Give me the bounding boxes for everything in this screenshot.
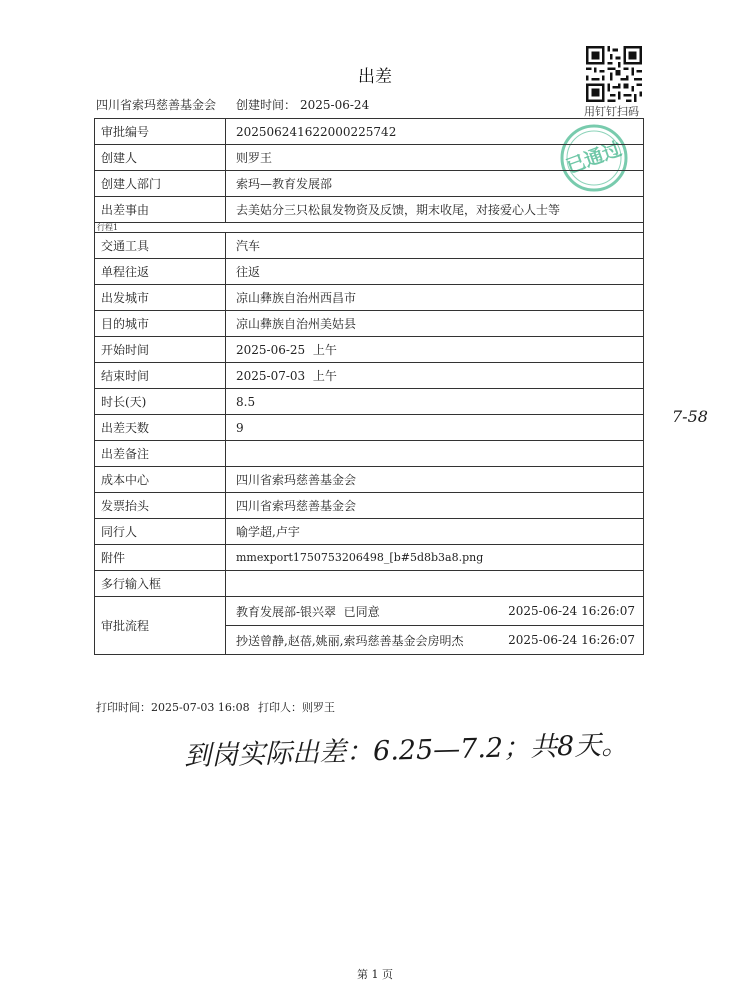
row-multiline <box>95 571 644 597</box>
approval-entry <box>226 625 643 654</box>
label-trip-note: 出差备注 <box>95 441 226 467</box>
label-invoice-title: 发票抬头 <box>95 493 226 519</box>
row-attachment <box>95 545 644 571</box>
printer-label: 打印人： <box>258 701 302 714</box>
label-approval-no: 审批编号 <box>95 119 226 145</box>
label-dest-city: 目的城市 <box>95 311 226 337</box>
label-end-time: 结束时间 <box>95 363 226 389</box>
row-creator <box>95 145 644 171</box>
row-reason <box>95 197 644 223</box>
value-companions: 喻学超,卢宇 <box>226 519 644 545</box>
qr-caption: 用钉钉扫码 <box>584 105 639 118</box>
approval-flow-entries <box>226 597 644 655</box>
value-transport: 汽车 <box>226 233 644 259</box>
value-cost-center: 四川省索玛慈善基金会 <box>226 467 644 493</box>
label-creator-dept: 创建人部门 <box>95 171 226 197</box>
label-start-time: 开始时间 <box>95 337 226 363</box>
value-trip-type: 往返 <box>226 259 644 285</box>
section-trip-label: 行程1 <box>95 223 644 233</box>
handwritten-margin-note <box>670 400 718 430</box>
row-approval-flow <box>95 597 644 655</box>
document-title: 出差 <box>358 67 392 87</box>
approval-entry <box>226 597 643 625</box>
created-time-label: 创建时间： <box>236 98 297 112</box>
value-reason: 去美姑分三只松鼠发物资及反馈，期末收尾，对接爱心人士等 <box>226 197 644 223</box>
row-duration <box>95 389 644 415</box>
created-time <box>236 96 369 113</box>
row-dest-city <box>95 311 644 337</box>
label-reason: 出差事由 <box>95 197 226 223</box>
approval-entry-time: 2025-06-24 16:26:07 <box>508 633 635 647</box>
print-time-label: 打印时间： <box>96 701 151 714</box>
row-trip-type <box>95 259 644 285</box>
row-depart-city <box>95 285 644 311</box>
label-approval-flow: 审批流程 <box>95 597 226 655</box>
approval-entry-text: 教育发展部-银兴翠 已同意 <box>236 604 380 619</box>
margin-note-text: 7-58 <box>672 407 708 426</box>
page-number: 第 1 页 <box>357 968 393 981</box>
label-attachment: 附件 <box>95 545 226 571</box>
row-invoice-title <box>95 493 644 519</box>
handwritten-note <box>180 723 650 773</box>
row-trip-note <box>95 441 644 467</box>
value-trip-days: 9 <box>226 415 644 441</box>
approval-entry-time: 2025-06-24 16:26:07 <box>508 604 635 618</box>
value-attachment: mmexport1750753206498_[b#5d8b3a8.png <box>226 545 644 571</box>
value-end-time: 2025-07-03 上午 <box>226 363 644 389</box>
approval-entry-text: 抄送曾静,赵蓓,姚丽,索玛慈善基金会房明杰 <box>236 633 464 648</box>
value-dest-city: 凉山彝族自治州美姑县 <box>226 311 644 337</box>
printer-value: 则罗王 <box>302 701 335 714</box>
label-duration: 时长(天) <box>95 389 226 415</box>
organization-name: 四川省索玛慈善基金会 <box>96 98 217 112</box>
label-cost-center: 成本中心 <box>95 467 226 493</box>
value-creator-dept: 索玛—教育发展部 <box>226 171 644 197</box>
value-multiline <box>226 571 644 597</box>
print-time-value: 2025-07-03 16:08 <box>151 701 250 714</box>
label-transport: 交通工具 <box>95 233 226 259</box>
row-trip-days <box>95 415 644 441</box>
label-trip-days: 出差天数 <box>95 415 226 441</box>
row-approval-no <box>95 119 644 145</box>
handwritten-note-text: 到岗实际出差：6.25—7.2；共8天。 <box>183 729 629 773</box>
value-duration: 8.5 <box>226 389 644 415</box>
value-start-time: 2025-06-25 上午 <box>226 337 644 363</box>
value-depart-city: 凉山彝族自治州西昌市 <box>226 285 644 311</box>
row-cost-center <box>95 467 644 493</box>
print-time <box>96 699 250 715</box>
row-start-time <box>95 337 644 363</box>
row-section-trip <box>95 223 644 233</box>
created-time-value: 2025-06-24 <box>300 98 370 112</box>
travel-form-table <box>94 118 644 655</box>
label-trip-type: 单程往返 <box>95 259 226 285</box>
qr-code-icon <box>586 46 642 102</box>
row-transport <box>95 233 644 259</box>
label-creator: 创建人 <box>95 145 226 171</box>
printer <box>258 699 335 715</box>
value-approval-no: 202506241622000225742 <box>226 119 644 145</box>
row-creator-dept <box>95 171 644 197</box>
value-creator: 则罗王 <box>226 145 644 171</box>
row-end-time <box>95 363 644 389</box>
label-multiline: 多行输入框 <box>95 571 226 597</box>
svg-text:已通过: 已通过 <box>563 137 625 179</box>
row-companions <box>95 519 644 545</box>
value-trip-note <box>226 441 644 467</box>
value-invoice-title: 四川省索玛慈善基金会 <box>226 493 644 519</box>
label-companions: 同行人 <box>95 519 226 545</box>
label-depart-city: 出发城市 <box>95 285 226 311</box>
